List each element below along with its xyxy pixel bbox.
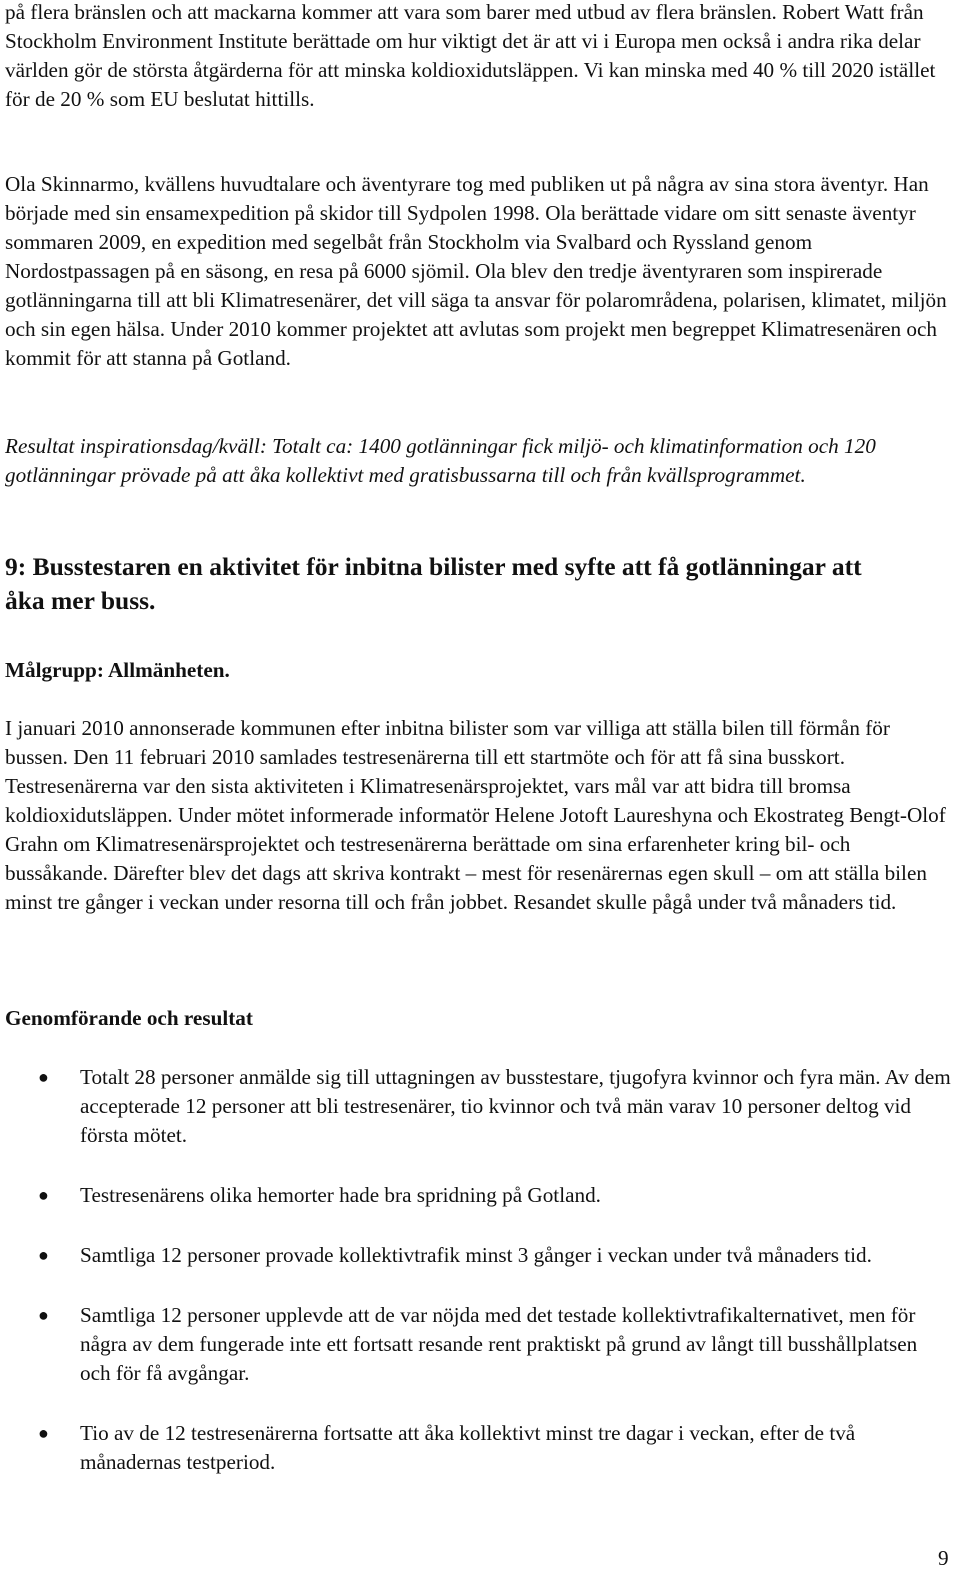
paragraph-fuel-and-emissions: på flera bränslen och att mackarna kommer att vara som barer med utbud av flera bränslen. Robert Watt från Stockholm Environment Institute berättade om hur viktigt det är att vi i Europa men också i andra rika delar världen gör de största åtgärderna för att minska koldioxidutsläppen. Vi kan minska med 40 % till 2020 istället för de 20 % som EU beslutat hittills. — [5, 0, 936, 111]
list-item-text: Totalt 28 personer anmälde sig till uttagningen av busstestare, tjugofyra kvinnor och fyra män. Av dem accepterade 12 personer att bli testresenärer, tio kvinnor och två män varav 10 personer deltog vid första mötet. — [80, 1065, 951, 1147]
bullet-icon: ● — [38, 1305, 49, 1325]
list-item — [5, 1241, 953, 1270]
page-number: 9 — [938, 1546, 949, 1570]
list-item — [5, 1181, 953, 1210]
bullet-icon: ● — [38, 1185, 49, 1205]
list-item-text: Samtliga 12 personer upplevde att de var nöjda med det testade kollektivtrafikalternativet, men för några av dem fungerade inte ett fortsatt resande rent praktiskt på grund av långt till busshållplatsen och för få avgångar. — [80, 1303, 918, 1385]
results-heading: Genomförande och resultat — [5, 1006, 253, 1030]
paragraph-ola-skinnarmo: Ola Skinnarmo, kvällens huvudtalare och äventyrare tog med publiken ut på några av sina stora äventyr. Han började med sin ensamexpedition på skidor till Sydpolen 1998. Ola berättade vidare om sitt senaste äventyr sommaren 2009, en expedition med segelbåt från Stockholm via Svalbard och Ryssland genom Nordostpassagen på en säsong, en resa på 6000 sjömil. Ola blev den tredje äventyraren som inspirerade gotlänningarna till att bli Klimatresenärer, det vill säga ta ansvar för polarområdena, polarisen, klimatet, miljön och sin egen hälsa. Under 2010 kommer projektet att avlutas som projekt men begreppet Klimatresenären och kommit för att stanna på Gotland. — [5, 172, 947, 370]
section-heading-busstestaren: 9: Busstestaren en aktivitet för inbitna bilister med syfte att få gotlänningar att åka mer buss. — [5, 552, 862, 615]
list-item-text: Testresenärens olika hemorter hade bra spridning på Gotland. — [80, 1183, 601, 1207]
target-group-heading: Målgrupp: Allmänheten. — [5, 658, 230, 682]
list-item-text: Samtliga 12 personer provade kollektivtrafik minst 3 gånger i veckan under två månaders tid. — [80, 1243, 872, 1267]
results-list — [5, 1063, 953, 1508]
paragraph-inspiration-results: Resultat inspirationsdag/kväll: Totalt ca: 1400 gotlänningar fick miljö- och klimatinformation och 120 gotlänningar prövade på att åka kollektivt med gratisbussarna till och från kvällsprogrammet. — [5, 434, 876, 487]
bullet-icon: ● — [38, 1067, 49, 1087]
list-item — [5, 1063, 953, 1150]
list-item — [5, 1301, 953, 1388]
list-item-text: Tio av de 12 testresenärerna fortsatte att åka kollektivt minst tre dagar i veckan, efter de två månadernas testperiod. — [80, 1421, 856, 1474]
bullet-icon: ● — [38, 1423, 49, 1443]
bullet-icon: ● — [38, 1245, 49, 1265]
list-item — [5, 1419, 953, 1477]
paragraph-busstestaren-description: I januari 2010 annonserade kommunen efter inbitna bilister som var villiga att ställa bilen till förmån för bussen. Den 11 februari 2010 samlades testresenärerna till ett startmöte och för att få sina busskort. Testresenärerna var den sista aktiviteten i Klimatresenärsprojektet, vars mål var att bidra till bromsa koldioxidutsläppen. Under mötet informerade informatör Helene Jotoft Laureshyna och Ekostrateg Bengt-Olof Grahn om Klimatresenärsprojektet och testresenärerna berättade om sina erfarenheter kring bil- och bussåkande. Därefter blev det dags att skriva kontrakt – mest för resenärernas egen skull – om att ställa bilen minst tre gånger i veckan under resorna till och från jobbet. Resandet skulle pågå under två månaders tid. — [5, 716, 946, 914]
